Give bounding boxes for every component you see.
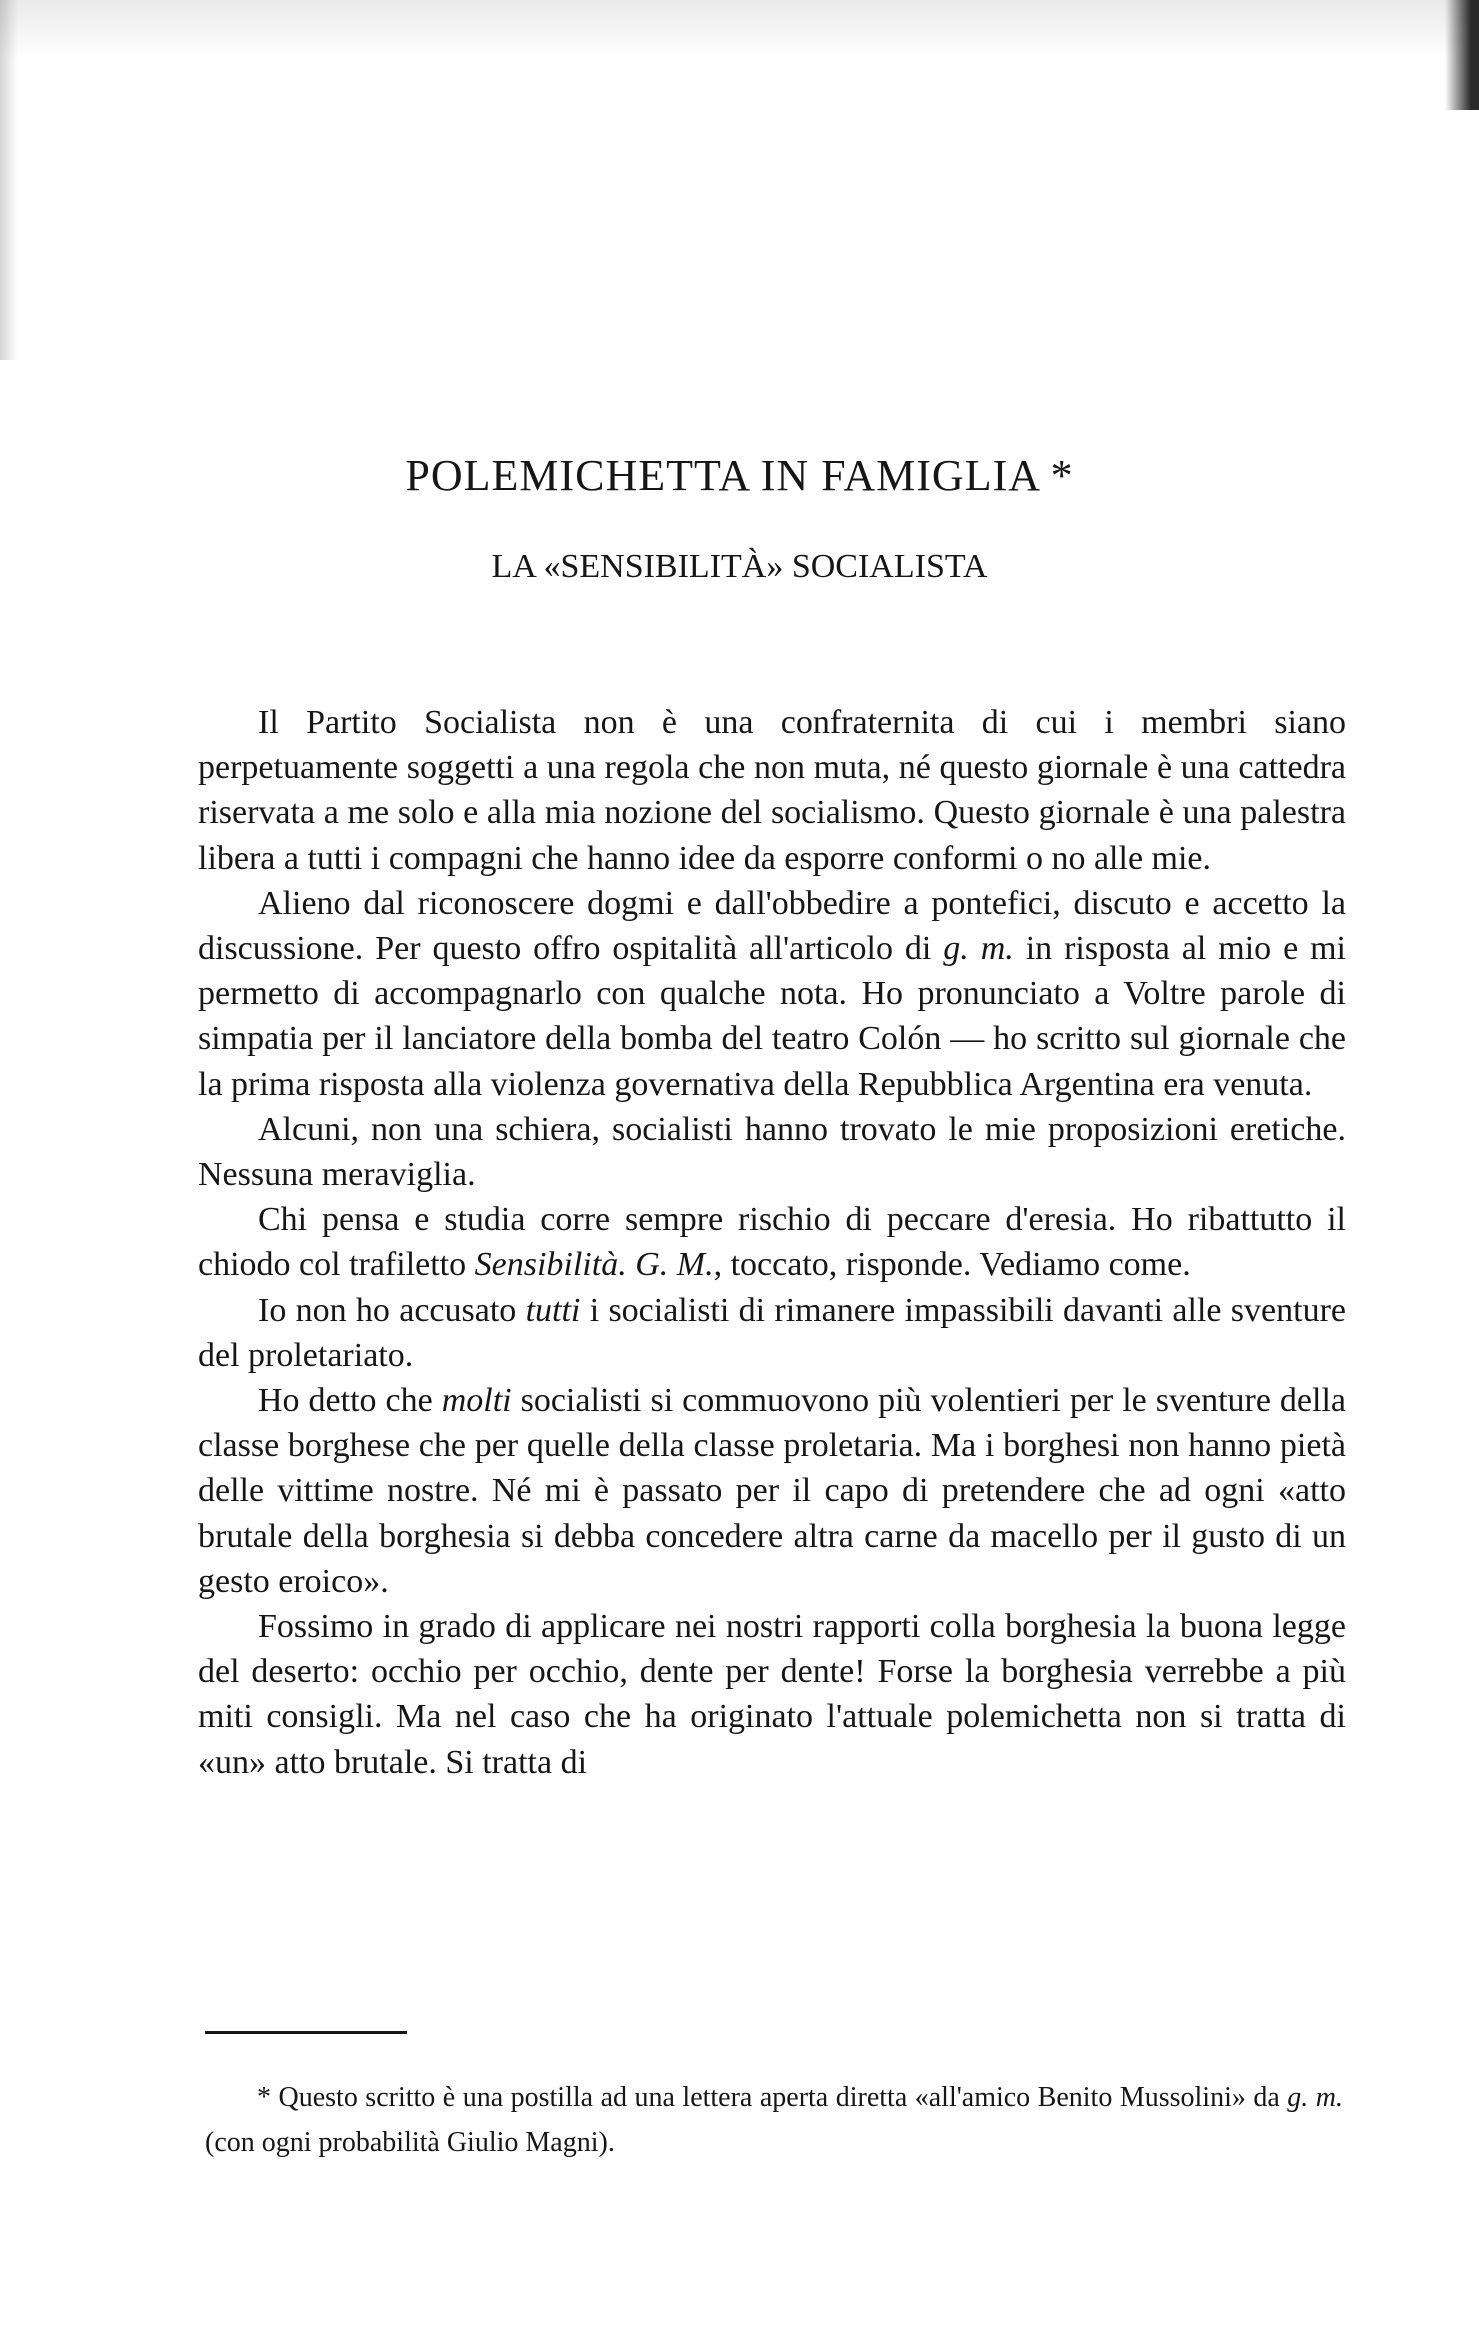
page-title: POLEMICHETTA IN FAMIGLIA * <box>405 451 1074 500</box>
paragraph-2-text-a: Alieno dal riconoscere dogmi e dall'obbedire a pontefici, discuto e accetto la discussione. Per questo offro ospitalità all'articolo di <box>198 884 1346 968</box>
footnote-text-b: (con ogni probabilità Giulio Magni). <box>205 2127 615 2158</box>
paragraph-6-text-a: Ho detto che <box>258 1382 442 1420</box>
scan-shadow-right <box>1445 0 1479 110</box>
paragraph-2-text-b: in risposta al mio e mi permetto di accompagnarlo con qualche nota. Ho pronunciato a Voltre parole di simpatia per il lanciatore della bomba del teatro Colón — ho scritto sul giornale che la prima risposta alla violenza governativa della Repubblica Argentina era venuta. <box>198 930 1346 1103</box>
footnote-text-a: * Questo scritto è una postilla ad una lettera aperta diretta «all'amico Benito Mussolini» da <box>257 2082 1288 2113</box>
emphasis-tutti: tutti <box>525 1291 581 1329</box>
emphasis-molti: molti <box>441 1382 512 1420</box>
footnote <box>205 2075 1343 2165</box>
paragraph-6 <box>198 1378 1346 1604</box>
paragraph-2 <box>198 881 1346 1107</box>
footnote-author-initials: g. m. <box>1287 2082 1343 2113</box>
paragraph-1: Il Partito Socialista non è una confraternita di cui i membri siano perpetuamente soggetti a una regola che non muta, né questo giornale è una cattedra riservata a me solo e alla mia nozione del socialismo. Questo giornale è una palestra libera a tutti i compagni che hanno idee da esporre conformi o no alle mie. <box>198 704 1346 877</box>
scan-shadow-top <box>0 0 1479 60</box>
article-body <box>198 700 1346 1785</box>
paragraph-4-text-a: Chi pensa e studia corre sempre rischio di peccare d'eresia. Ho ribattutto il chiodo col trafiletto <box>198 1201 1346 1284</box>
paragraph-4 <box>198 1197 1346 1287</box>
paragraph-3: Alcuni, non una schiera, socialisti hanno trovato le mie proposizioni eretiche. Nessuna meraviglia. <box>198 1110 1346 1194</box>
paragraph-5-text-b: i socialisti di rimanere impassibili davanti alle sventure del proletariato. <box>198 1291 1346 1374</box>
article-reference: Sensibilità. G. M. <box>474 1246 714 1284</box>
paragraph-5 <box>198 1288 1346 1378</box>
author-initials: g. m. <box>943 930 1014 968</box>
scan-shadow-left <box>0 0 18 360</box>
paragraph-5-text-a: Io non ho accusato <box>258 1291 526 1329</box>
page-subtitle: LA «SENSIBILITÀ» SOCIALISTA <box>491 548 988 585</box>
paragraph-4-text-b: , toccato, risponde. Vediamo come. <box>713 1246 1191 1284</box>
paragraph-7: Fossimo in grado di applicare nei nostri rapporti colla borghesia la buona legge del deserto: occhio per occhio, dente per dente! Forse la borghesia verrebbe a più miti consigli. Ma nel caso che ha originato l'attuale polemichetta non si tratta di «un» atto brutale. Si tratta di <box>198 1608 1346 1781</box>
footnote-rule <box>205 2031 407 2034</box>
paragraph-6-text-b: socialisti si commuovono più volentieri per le sventure della classe borghese che per quelle della classe proletaria. Ma i borghesi non hanno pietà delle vittime nostre. Né mi è passato per il capo di pretendere che ad ogni «atto brutale della borghesia si debba concedere altra carne da macello per il gusto di un gesto eroico». <box>198 1382 1347 1600</box>
